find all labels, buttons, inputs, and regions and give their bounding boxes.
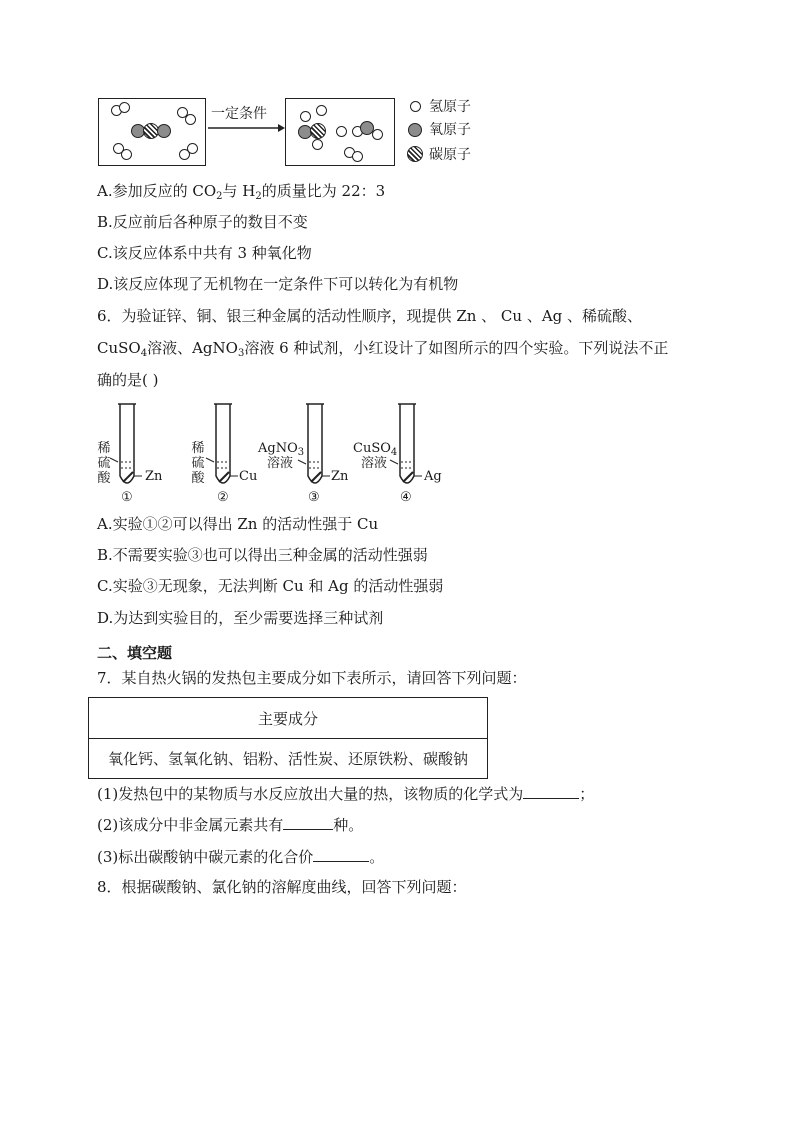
product-box	[285, 98, 395, 166]
reactant-box	[98, 98, 206, 166]
answer-blank-2[interactable]	[283, 814, 333, 830]
reaction-arrow-icon	[206, 122, 286, 134]
hydrogen-atom-icon	[312, 139, 323, 150]
reaction-arrow-label: 一定条件	[211, 106, 267, 122]
hydrogen-atom-icon	[372, 129, 383, 140]
table-row	[89, 739, 488, 779]
tube3-metal: Zn	[331, 469, 349, 484]
carbon-legend-icon	[407, 146, 423, 162]
tube2-metal: Cu	[239, 469, 258, 484]
q8-stem: 8．根据碳酸钠、氯化钠的溶解度曲线，回答下列问题：	[97, 878, 467, 896]
q6-option-d: D.为达到实验目的，至少需要选择三种试剂	[97, 609, 384, 627]
hydrogen-atom-icon	[316, 105, 327, 116]
components-table	[88, 697, 488, 779]
q7-part3: (3)标出碳酸钠中碳元素的化合价 。	[97, 848, 385, 866]
table-value-cell: 氧化钙、氢氧化钠、铝粉、活性炭、还原铁粉、碳酸钠	[89, 739, 488, 779]
answer-blank-3[interactable]	[313, 846, 369, 862]
answer-blank-1[interactable]	[523, 783, 579, 799]
carbon-atom-icon	[310, 123, 326, 139]
q6-stem-line3: 确的是( )	[97, 371, 159, 389]
q6-option-c: C.实验③无现象，无法判断 Cu 和 Ag 的活动性强弱	[97, 577, 444, 595]
hydrogen-atom-icon	[352, 151, 363, 162]
legend-carbon-label: 碳原子	[429, 147, 471, 163]
tube2-reagent: 稀 硫 酸	[191, 441, 205, 486]
q6-stem-line2: CuSO$_4$溶液、AgNO$_3$溶液 6 种试剂，小红设计了如图所示的四个实验。下列说法不正	[97, 339, 669, 359]
tube3-reagent: AgNO$_3$ 溶液	[258, 441, 305, 471]
hydrogen-atom-icon	[336, 126, 347, 137]
test-tube-2-icon	[206, 404, 238, 483]
q5-option-c: C.该反应体系中共有 3 种氧化物	[97, 244, 312, 262]
tube4-metal: Ag	[424, 469, 442, 484]
tube1-metal: Zn	[145, 469, 163, 484]
hydrogen-atom-icon	[187, 143, 198, 154]
tube1-number: ①	[121, 490, 133, 505]
test-tube-1-icon	[110, 404, 142, 483]
hydrogen-atom-icon	[185, 114, 196, 125]
q6-stem-line1: 6．为验证锌、铜、银三种金属的活动性顺序，现提供 Zn 、 Cu 、Ag 、稀硫酸、	[97, 307, 643, 325]
q7-part1: (1)发热包中的某物质与水反应放出大量的热，该物质的化学式为 ；	[97, 785, 595, 803]
q5-option-b: B.反应前后各种原子的数目不变	[97, 213, 308, 231]
tube3-number: ③	[308, 490, 320, 505]
q7-part2: (2)该成分中非金属元素共有 种。	[97, 816, 364, 834]
oxygen-legend-icon	[408, 123, 422, 137]
test-tube-3-icon	[298, 404, 330, 483]
hydrogen-atom-icon	[121, 149, 132, 160]
table-header-cell: 主要成分	[89, 698, 488, 739]
tube1-reagent: 稀 硫 酸	[97, 441, 111, 486]
q7-stem: 7．某自热火锅的发热包主要成分如下表所示，请回答下列问题：	[97, 669, 527, 687]
q5-option-a: A.参加反应的 $CO_2$与 $H_2$的质量比为 22：3	[97, 182, 386, 202]
table-row	[89, 698, 488, 739]
tube4-number: ④	[400, 490, 412, 505]
q6-option-a: A.实验①②可以得出 Zn 的活动性强于 Cu	[97, 515, 379, 533]
q6-option-b: B.不需要实验③也可以得出三种金属的活动性强弱	[97, 546, 428, 564]
q5-option-d: D.该反应体现了无机物在一定条件下可以转化为有机物	[97, 275, 459, 293]
hydrogen-legend-icon	[410, 101, 421, 112]
oxygen-atom-icon	[157, 124, 171, 138]
hydrogen-atom-icon	[119, 102, 130, 113]
legend-hydrogen-label: 氢原子	[429, 99, 471, 115]
tube4-reagent: CuSO$_4$ 溶液	[353, 441, 398, 471]
legend-oxygen-label: 氧原子	[429, 122, 471, 138]
section-title: 二、填空题	[97, 644, 173, 662]
hydrogen-atom-icon	[300, 111, 311, 122]
tube2-number: ②	[217, 490, 229, 505]
